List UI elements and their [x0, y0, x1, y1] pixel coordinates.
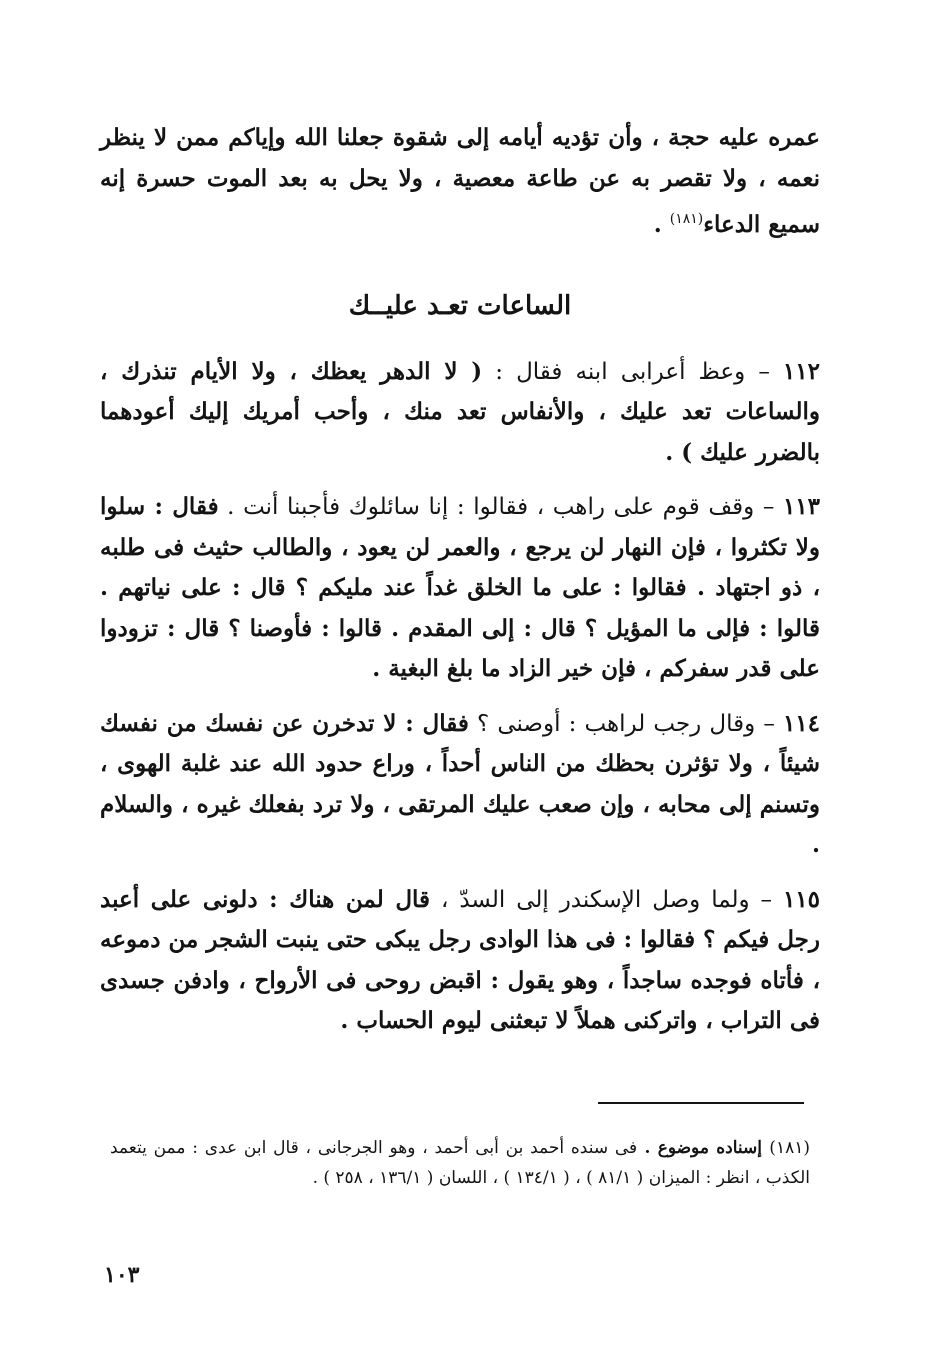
- footnote-ref[interactable]: (١٨١): [669, 211, 704, 227]
- page-number: ١٠٣: [104, 1262, 140, 1288]
- entry-text: فقال : سلوا ولا تكثروا ، فإن النهار لن يرجع ، والعمر لن يعود ، والطالب حثيث فى طلبه ، ذو اجتهاد . فقالوا : على ما الخلق غداً عند مليكم ؟ قال : على نياتهم . قالوا : فإلى ما المؤيل ؟ قال : إلى المقدم . قالوا : فأوصنا ؟ قال : تزودوا على قدر سفركم ، فإن خير الزاد ما بلغ البغية .: [100, 493, 820, 682]
- entry-114: [100, 704, 820, 866]
- entry-number: ١١٣: [782, 493, 820, 520]
- section-heading: الساعات تعـد عليــك: [348, 290, 572, 321]
- entry-lead: – ولما وصل الإسكندر إلى السدّ ،: [430, 886, 783, 913]
- intro-end: .: [653, 211, 670, 238]
- intro-text: عمره عليه حجة ، وأن تؤديه أيامه إلى شقوة جعلنا الله وإياكم ممن لا ينظر نعمه ، ولا تقصر به عن طاعة معصية ، ولا يحل به بعد الموت حسرة إنه سميع الدعاء: [100, 124, 820, 238]
- entry-lead: – وقف قوم على راهب ، فقالوا : إنا سائلوك فأجبنا أنت .: [218, 494, 783, 520]
- footnote-bold: إسناده موضوع .: [637, 1138, 770, 1158]
- footnote-text: فى سنده أحمد بن أبى أحمد ، وهو الجرجانى ، قال ابن عدى : ممن يتعمد الكذب ، انظر : الميزان ( ٨١/١ ) ، ( ١٣٤/١ ) ، اللسان ( ١٣٦/١ ، ٢٥٨ ) .: [110, 1138, 810, 1188]
- entry-115: [100, 880, 820, 1042]
- entry-112: [100, 352, 820, 474]
- entry-lead: – وقال رجب لراهب : أوصنى ؟: [468, 710, 783, 737]
- entry-text: قال لمن هناك : دلونى على أعبد رجل فيكم ؟ فقالوا : فى هذا الوادى رجل يبكى حتى ينبت الشجر من دموعه ، فأتاه فوجده ساجداً ، وهو يقول : اقبض روحى فى الأرواح ، وادفن جسدى فى التراب ، واتركنى هملاً لا تبعثنى ليوم الحساب .: [99, 885, 820, 1034]
- footnote-number: (١٨١): [769, 1138, 810, 1158]
- entry-text: فقال : لا تدخرن عن نفسك من نفسك شيئاً ، ولا تؤثرن بحظك من الناس أحداً ، وراع حدود الله عند غلبة الهوى ، وتسنم إلى محابه ، وإن صعب عليك المرتقى ، ولا ترد بفعلك غيره ، والسلام .: [100, 709, 820, 858]
- entry-number: ١١٢: [782, 357, 820, 385]
- footnote: [110, 1133, 810, 1193]
- entry-number: ١١٥: [782, 885, 820, 913]
- entry-lead: – وعظ أعرابى ابنه فقال :: [482, 358, 783, 385]
- entry-113: [100, 487, 820, 690]
- entry-text: ( لا الدهر يعظك ، ولا الأيام تنذرك ، والساعات تعد عليك ، والأنفاس تعد منك ، وأحب أمريك إليك أعودهما بالضرر عليك ) .: [100, 357, 820, 466]
- page-body: [100, 118, 820, 1056]
- entry-number: ١١٤: [782, 709, 821, 737]
- footnote-divider: [598, 1102, 804, 1104]
- intro-paragraph: [100, 118, 820, 246]
